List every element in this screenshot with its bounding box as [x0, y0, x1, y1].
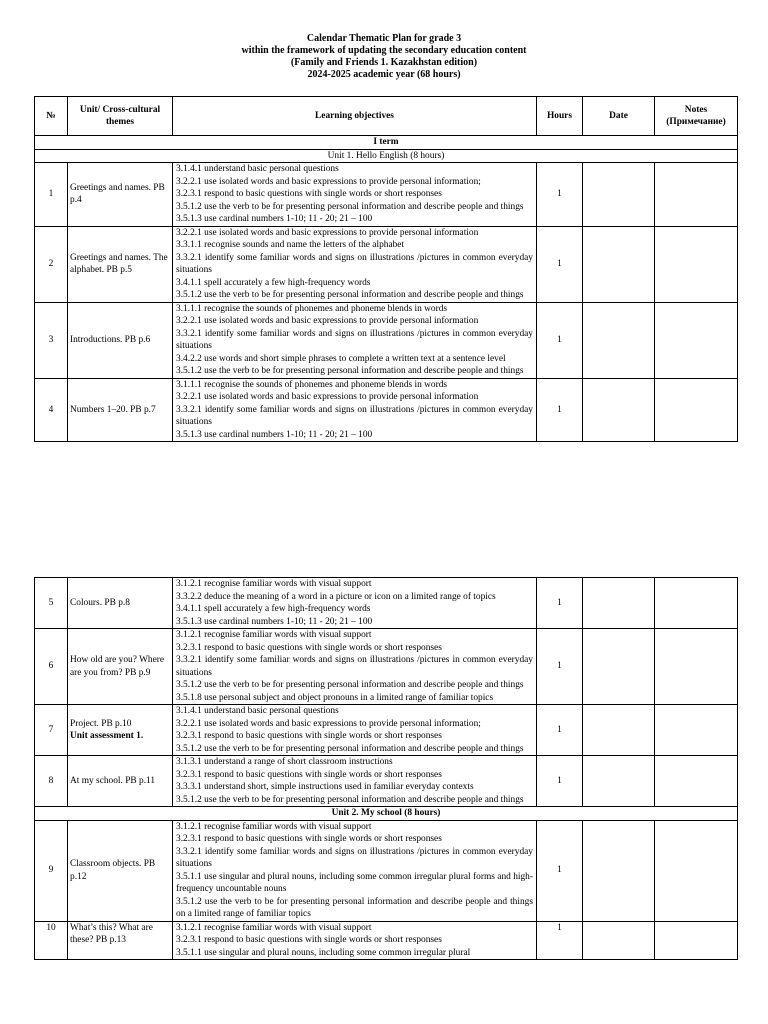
- unit-text: Introductions. PB p.6: [70, 334, 151, 345]
- title-line-2: within the framework of updating the secondary education content: [241, 45, 527, 56]
- learning-objective: 3.5.1.2 use the verb to be for presenting personal information and describe people and things: [176, 794, 524, 805]
- thematic-plan-table-page-2: [34, 577, 738, 960]
- row-notes: [655, 921, 738, 960]
- unit-row: [35, 807, 738, 821]
- row-date: [583, 820, 655, 921]
- row-date: [583, 163, 655, 227]
- unit-text: Greetings and names. PB p.4: [70, 182, 165, 206]
- col-header-objectives: Learning objectives: [173, 97, 537, 136]
- learning-objective: 3.3.2.1 identify some familiar words and signs on illustrations /pictures in common everyday situations: [176, 252, 533, 275]
- table-row: [35, 378, 738, 442]
- col-header-hours: Hours: [537, 97, 583, 136]
- row-hours: 1: [537, 578, 583, 629]
- learning-objective: 3.3.2.1 identify some familiar words and signs on illustrations /pictures in common everyday situations: [176, 846, 533, 869]
- learning-objective: 3.5.1.2 use the verb to be for presenting personal information and describe people and things: [176, 366, 524, 376]
- title-line-3: (Family and Friends 1. Kazakhstan edition): [290, 57, 478, 68]
- row-unit: [68, 820, 173, 921]
- title-line-4: 2024-2025 academic year (68 hours): [307, 69, 461, 80]
- learning-objective: 3.2.2.1 use isolated words and basic expressions to provide personal information: [176, 227, 479, 238]
- row-hours: 1: [537, 705, 583, 756]
- learning-objective: 3.1.1.1 recognise the sounds of phonemes and phoneme blends in words: [176, 303, 448, 314]
- thematic-plan-table-page-1: [34, 96, 738, 442]
- row-objectives: [173, 921, 537, 960]
- row-objectives: [173, 629, 537, 705]
- row-date: [583, 378, 655, 442]
- col-header-unit: Unit/ Cross-cultural themes: [68, 97, 173, 136]
- row-notes: [655, 756, 738, 807]
- table-row: [35, 302, 738, 378]
- row-notes: [655, 820, 738, 921]
- row-notes: [655, 226, 738, 302]
- row-date: [583, 921, 655, 960]
- unit-row: [35, 149, 738, 163]
- row-objectives: [173, 756, 537, 807]
- col-header-date: Date: [583, 97, 655, 136]
- row-objectives: [173, 302, 537, 378]
- learning-objective: 3.5.1.8 use personal subject and object pronouns in a limited range of familiar topics: [176, 692, 494, 703]
- row-number: 8: [35, 756, 68, 807]
- row-notes: [655, 705, 738, 756]
- row-hours: 1: [537, 226, 583, 302]
- row-objectives: [173, 163, 537, 227]
- document-title: [0, 33, 768, 81]
- row-notes: [655, 629, 738, 705]
- row-hours: 1: [537, 756, 583, 807]
- learning-objective: 3.1.2.1 recognise familiar words with visual support: [176, 821, 372, 832]
- learning-objective: 3.5.1.3 use cardinal numbers 1-10; 11 - 20; 21 – 100: [176, 616, 373, 627]
- title-line-1: Calendar Thematic Plan for grade 3: [306, 33, 462, 44]
- row-notes: [655, 578, 738, 629]
- unit-text: How old are you? Where are you from? PB p.9: [70, 655, 165, 678]
- unit-text: What’s this? What are these? PB p.13: [70, 922, 153, 945]
- learning-objective: 3.1.4.1 understand basic personal questions: [176, 706, 339, 716]
- learning-objective: 3.2.3.1 respond to basic questions with single words or short responses: [176, 642, 442, 653]
- learning-objective: 3.2.3.1 respond to basic questions with single words or short responses: [176, 731, 442, 741]
- table-row: [35, 705, 738, 756]
- learning-objective: 3.1.2.1 recognise familiar words with visual support: [176, 922, 372, 933]
- learning-objective: 3.5.1.3 use cardinal numbers 1-10; 11 - 20; 21 – 100: [176, 214, 373, 224]
- row-number: 6: [35, 629, 68, 705]
- row-objectives: [173, 578, 537, 629]
- row-date: [583, 578, 655, 629]
- learning-objective: 3.3.2.1 identify some familiar words and signs on illustrations /pictures in common everyday situations: [176, 328, 533, 351]
- term-label: I term: [35, 136, 738, 150]
- table-row: [35, 820, 738, 921]
- learning-objective: 3.5.1.1 use singular and plural nouns, including some common irregular plural forms and high-frequency uncountable nouns: [176, 871, 533, 894]
- learning-objective: 3.1.1.1 recognise the sounds of phonemes and phoneme blends in words: [176, 379, 448, 390]
- row-date: [583, 629, 655, 705]
- row-number: 7: [35, 705, 68, 756]
- row-hours: 1: [537, 629, 583, 705]
- learning-objective: 3.3.2.2 deduce the meaning of a word in a picture or icon on a limited range of topics: [176, 591, 496, 602]
- row-unit: [68, 705, 173, 756]
- term-row: [35, 136, 738, 150]
- row-hours: 1: [537, 378, 583, 442]
- unit-text: Numbers 1–20. PB p.7: [70, 404, 156, 415]
- row-number: 10: [35, 921, 68, 960]
- learning-objective: 3.4.1.1 spell accurately a few high-frequency words: [176, 604, 371, 614]
- learning-objective: 3.5.1.1 use singular and plural nouns, including some common irregular plural: [176, 947, 471, 958]
- learning-objective: 3.2.3.1 respond to basic questions with single words or short responses: [176, 834, 442, 844]
- table-row: [35, 756, 738, 807]
- row-number: 4: [35, 378, 68, 442]
- learning-objective: 3.3.1.1 recognise sounds and name the letters of the alphabet: [176, 240, 405, 250]
- row-date: [583, 226, 655, 302]
- row-date: [583, 756, 655, 807]
- unit-assessment-label: Unit assessment 1.: [70, 731, 144, 741]
- learning-objective: 3.5.1.2 use the verb to be for presenting personal information and describe people and things on a limited range of familiar topics: [176, 896, 533, 919]
- row-notes: [655, 163, 738, 227]
- row-unit: [68, 302, 173, 378]
- learning-objective: 3.2.2.1 use isolated words and basic expressions to provide personal information: [176, 392, 479, 402]
- learning-objective: 3.1.2.1 recognise familiar words with visual support: [176, 630, 372, 640]
- unit-text: Classroom objects. PB p.12: [70, 859, 156, 882]
- learning-objective: 3.5.1.2 use the verb to be for presenting personal information and describe people and things: [176, 680, 524, 690]
- row-unit: [68, 226, 173, 302]
- learning-objective: 3.5.1.2 use the verb to be for presenting personal information and describe people and things: [176, 201, 524, 212]
- table-row: [35, 163, 738, 227]
- row-hours: 1: [537, 163, 583, 227]
- learning-objective: 3.2.2.1 use isolated words and basic expressions to provide personal information;: [176, 176, 481, 187]
- col-header-notes: Notes (Примечание): [655, 97, 738, 136]
- learning-objective: 3.1.2.1 recognise familiar words with visual support: [176, 579, 372, 589]
- row-unit: [68, 163, 173, 227]
- row-unit: [68, 756, 173, 807]
- learning-objective: 3.4.2.2 use words and short simple phrases to complete a written text at a sentence level: [176, 353, 506, 364]
- table-header-row: [35, 97, 738, 136]
- unit-label: Unit 1. Hello English (8 hours): [35, 149, 738, 163]
- learning-objective: 3.4.1.1 spell accurately a few high-frequency words: [176, 277, 371, 288]
- row-unit: [68, 921, 173, 960]
- row-unit: [68, 629, 173, 705]
- unit-text: At my school. PB p.11: [70, 775, 156, 786]
- learning-objective: 3.2.2.1 use isolated words and basic expressions to provide personal information: [176, 316, 479, 326]
- table-row: [35, 226, 738, 302]
- learning-objective: 3.5.1.2 use the verb to be for presenting personal information and describe people and things: [176, 743, 524, 754]
- unit-text: Project. PB p.10: [70, 718, 132, 729]
- row-date: [583, 705, 655, 756]
- row-number: 1: [35, 163, 68, 227]
- row-number: 3: [35, 302, 68, 378]
- row-date: [583, 302, 655, 378]
- table-row: [35, 921, 738, 960]
- row-notes: [655, 378, 738, 442]
- learning-objective: 3.5.1.2 use the verb to be for presenting personal information and describe people and things: [176, 290, 524, 300]
- row-objectives: [173, 226, 537, 302]
- learning-objective: 3.1.4.1 understand basic personal questions: [176, 164, 339, 174]
- learning-objective: 3.2.3.1 respond to basic questions with single words or short responses: [176, 769, 442, 780]
- learning-objective: 3.2.2.1 use isolated words and basic expressions to provide personal information;: [176, 718, 481, 729]
- table-row: [35, 629, 738, 705]
- row-unit: [68, 578, 173, 629]
- row-hours: 1: [537, 921, 583, 960]
- row-hours: 1: [537, 820, 583, 921]
- row-objectives: [173, 378, 537, 442]
- row-objectives: [173, 820, 537, 921]
- learning-objective: 3.5.1.3 use cardinal numbers 1-10; 11 - 20; 21 – 100: [176, 429, 373, 440]
- row-hours: 1: [537, 302, 583, 378]
- learning-objective: 3.3.2.1 identify some familiar words and signs on illustrations /pictures in common everyday situations: [176, 655, 533, 678]
- row-number: 9: [35, 820, 68, 921]
- learning-objective: 3.1.3.1 understand a range of short classroom instructions: [176, 757, 393, 767]
- learning-objective: 3.3.3.1 understand short, simple instructions used in familiar everyday contexts: [176, 782, 474, 792]
- row-number: 2: [35, 226, 68, 302]
- unit-label: Unit 2. My school (8 hours): [35, 807, 738, 821]
- row-unit: [68, 378, 173, 442]
- row-number: 5: [35, 578, 68, 629]
- row-objectives: [173, 705, 537, 756]
- unit-text: Greetings and names. The alphabet. PB p.5: [70, 252, 168, 275]
- col-header-num: №: [35, 97, 68, 136]
- table-row: [35, 578, 738, 629]
- learning-objective: 3.2.3.1 respond to basic questions with single words or short responses: [176, 935, 442, 945]
- learning-objective: 3.3.2.1 identify some familiar words and signs on illustrations /pictures in common everyday situations: [176, 404, 533, 427]
- unit-text: Colours. PB p.8: [70, 597, 130, 608]
- learning-objective: 3.2.3.1 respond to basic questions with single words or short responses: [176, 189, 442, 199]
- row-notes: [655, 302, 738, 378]
